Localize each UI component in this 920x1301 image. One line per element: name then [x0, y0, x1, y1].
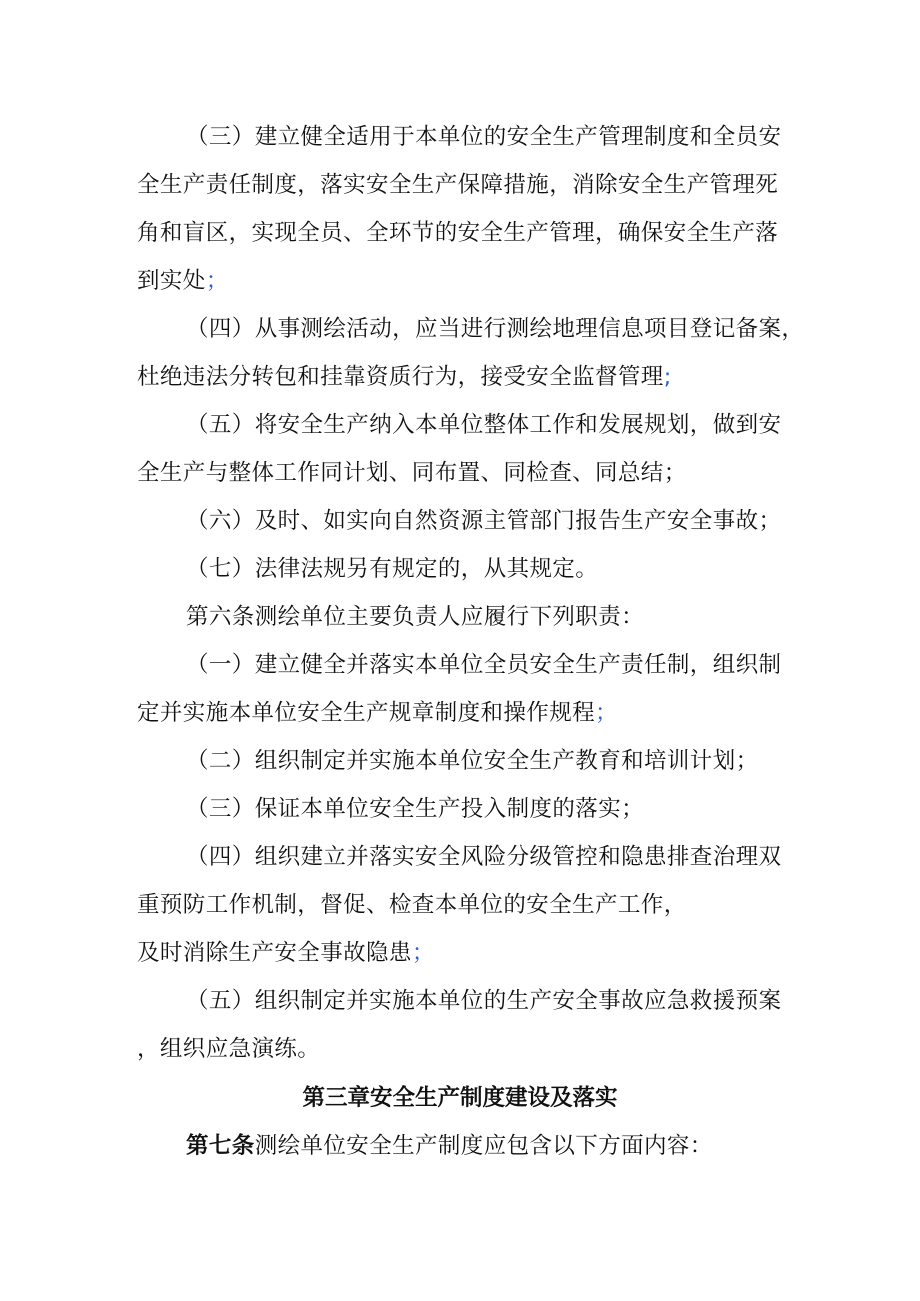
- paragraph-line: [186, 122, 781, 152]
- semicolon-mark: ;: [663, 364, 672, 390]
- text-run: 测绘单位安全生产制度应包含以下方面内容：: [254, 1133, 713, 1159]
- text-run: 重预防工作机制，督促、检查本单位的安全生产工作，: [137, 892, 687, 918]
- chapter-heading: 第三章安全生产制度建设及落实: [302, 1085, 618, 1111]
- text-run: （一）建立健全并落实本单位全员安全生产责任制，组织制: [186, 652, 782, 678]
- text-run: （六）及时、如实向自然资源主管部门报告生产安全事故；: [186, 508, 782, 534]
- text-run: （五）组织制定并实施本单位的生产安全事故应急救援预案: [186, 988, 782, 1014]
- semicolon-mark: ；: [205, 268, 229, 294]
- text-run: ，组织应急演练。: [137, 1036, 321, 1062]
- paragraph-line: [137, 938, 435, 968]
- text-run: （二）组织制定并实施本单位安全生产教育和培训计划；: [186, 748, 759, 774]
- text-run: 到实处: [137, 268, 206, 294]
- text-run: 第六条测绘单位主要负责人应履行下列职责：: [186, 604, 645, 630]
- text-run: 定并实施本单位安全生产规章制度和操作规程: [137, 700, 596, 726]
- semicolon-mark: ；: [595, 700, 618, 726]
- paragraph-line: [137, 698, 618, 728]
- text-run: （五）将安全生产纳入本单位整体工作和发展规划，做到安: [186, 412, 782, 438]
- paragraph-line: [137, 170, 778, 200]
- paragraph-line: [186, 410, 781, 440]
- paragraph-line: [186, 986, 781, 1016]
- text-run: （七）法律法规另有规定的，从其规定。: [186, 556, 599, 582]
- text-run: 全生产责任制度，落实安全生产保障措施，消除安全生产管理死: [137, 172, 779, 198]
- paragraph-line: [137, 362, 672, 392]
- article-heading: [186, 1131, 713, 1161]
- text-run: 角和盲区，实现全员、全环节的安全生产管理，确保安全生产落: [137, 220, 779, 246]
- paragraph-line: [137, 266, 229, 296]
- paragraph-line: [186, 554, 598, 584]
- article-label: 第七条: [186, 1133, 255, 1159]
- text-run: （三）建立健全适用于本单位的安全生产管理制度和全员安: [186, 124, 782, 150]
- paragraph-line: [186, 506, 781, 536]
- text-run: （四）从事测绘活动，应当进行测绘地理信息项目登记备案，: [186, 316, 805, 342]
- text-run: 及时消除生产安全事故隐患: [137, 940, 412, 966]
- paragraph-line: [137, 890, 687, 920]
- paragraph-line: [186, 650, 781, 680]
- paragraph-line: [186, 314, 804, 344]
- text-run: 杜绝违法分转包和挂靠资质行为，接受安全监督管理: [137, 364, 664, 390]
- paragraph-line: [137, 458, 687, 488]
- paragraph-line: [186, 842, 781, 872]
- article-heading: [186, 602, 644, 632]
- text-run: 全生产与整体工作同计划、同布置、同检查、同总结；: [137, 460, 687, 486]
- text-run: （三）保证本单位安全生产投入制度的落实；: [186, 796, 645, 822]
- paragraph-line: [137, 218, 778, 248]
- paragraph-line: [137, 1034, 320, 1064]
- semicolon-mark: ；: [411, 940, 435, 966]
- paragraph-line: [186, 794, 644, 824]
- paragraph-line: [186, 746, 759, 776]
- text-run: （四）组织建立并落实安全风险分级管控和隐患排查治理双: [186, 844, 782, 870]
